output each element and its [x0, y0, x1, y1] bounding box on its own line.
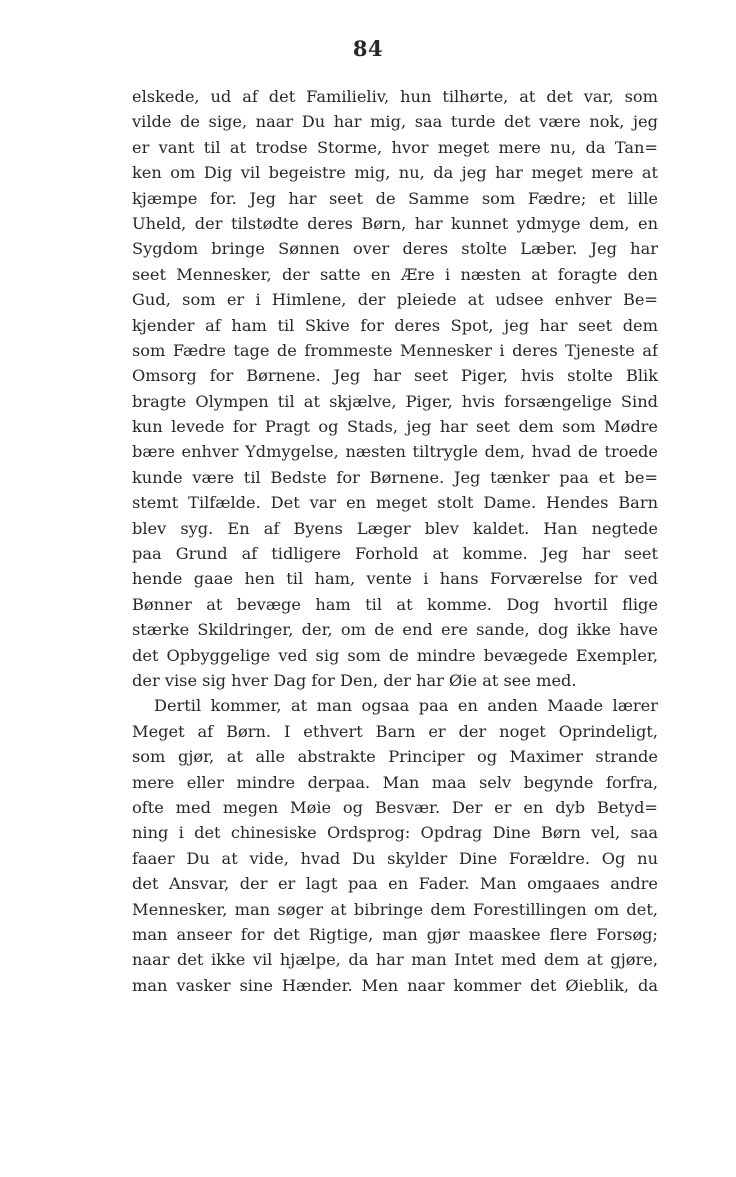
text-line: vilde de sige, naar Du har mig, saa turde det være nok, jeg: [132, 112, 658, 132]
body-text: [132, 84, 658, 998]
text-line: der vise sig hver Dag for Den, der har Øie at see med.: [132, 670, 577, 690]
text-line: kjender af ham til Skive for deres Spot, jeg har seet dem: [132, 315, 658, 335]
text-line: bragte Olympen til at skjælve, Piger, hvis forsængelige Sind: [132, 391, 658, 411]
text-line: det Ansvar, der er lagt paa en Fader. Man omgaaes andre: [132, 874, 658, 894]
text-line: Gud, som er i Himlene, der pleiede at udsee enhver Be=: [132, 290, 658, 310]
text-line: kunde være til Bedste for Børnene. Jeg tænker paa et be=: [132, 467, 658, 487]
text-line: Bønner at bevæge ham til at komme. Dog hvortil flige: [132, 594, 658, 614]
text-line: faaer Du at vide, hvad Du skylder Dine Forældre. Og nu: [132, 848, 658, 868]
text-line: mere eller mindre derpaa. Man maa selv begynde forfra,: [132, 772, 658, 792]
text-line: ning i det chinesiske Ordsprog: Opdrag Dine Børn vel, saa: [132, 823, 658, 843]
text-line: Omsorg for Børnene. Jeg har seet Piger, hvis stolte Blik: [132, 366, 658, 386]
text-line: Uheld, der tilstødte deres Børn, har kunnet ydmyge dem, en: [132, 213, 658, 233]
text-line: kun levede for Pragt og Stads, jeg har seet dem som Mødre: [132, 417, 658, 437]
text-line: Sygdom bringe Sønnen over deres stolte Læber. Jeg har: [132, 239, 658, 259]
text-line: blev syg. En af Byens Læger blev kaldet. Han negtede: [132, 518, 658, 538]
text-line: som Fædre tage de frommeste Mennesker i deres Tjeneste af: [132, 340, 658, 360]
page-number: 84: [352, 36, 384, 61]
text-line: Mennesker, man søger at bibringe dem Forestillingen om det,: [132, 899, 658, 919]
text-line: det Opbyggelige ved sig som de mindre bevægede Exempler,: [132, 645, 658, 665]
text-line: stærke Skildringer, der, om de end ere sande, dog ikke have: [132, 620, 658, 640]
text-line: elskede, ud af det Familieliv, hun tilhørte, at det var, som: [132, 87, 658, 106]
text-line: paa Grund af tidligere Forhold at komme. Jeg har seet: [132, 544, 658, 564]
text-line: ken om Dig vil begeistre mig, nu, da jeg har meget mere at: [132, 163, 658, 183]
text-line: man vasker sine Hænder. Men naar kommer det Øieblik, da: [132, 975, 658, 995]
text-line: som gjør, at alle abstrakte Principer og Maximer strande: [132, 747, 658, 767]
text-line: naar det ikke vil hjælpe, da har man Intet med dem at gjøre,: [132, 950, 658, 970]
text-line: Dertil kommer, at man ogsaa paa en anden Maade lærer: [154, 696, 658, 716]
text-line: Meget af Børn. I ethvert Barn er der noget Oprindeligt,: [132, 721, 658, 741]
text-line: kjæmpe for. Jeg har seet de Samme som Fædre; et lille: [132, 188, 658, 208]
text-line: bære enhver Ydmygelse, næsten tiltrygle dem, hvad de troede: [132, 442, 658, 462]
text-line: stemt Tilfælde. Det var en meget stolt Dame. Hendes Barn: [132, 493, 658, 513]
text-line: ofte med megen Møie og Besvær. Der er en dyb Betyd=: [132, 797, 658, 817]
text-line: man anseer for det Rigtige, man gjør maaskee flere Forsøg;: [132, 924, 658, 944]
text-line: seet Mennesker, der satte en Ære i næsten at foragte den: [132, 264, 658, 284]
text-line: er vant til at trodse Storme, hvor meget mere nu, da Tan=: [132, 137, 658, 157]
text-line: hende gaae hen til ham, vente i hans Forværelse for ved: [132, 569, 658, 589]
